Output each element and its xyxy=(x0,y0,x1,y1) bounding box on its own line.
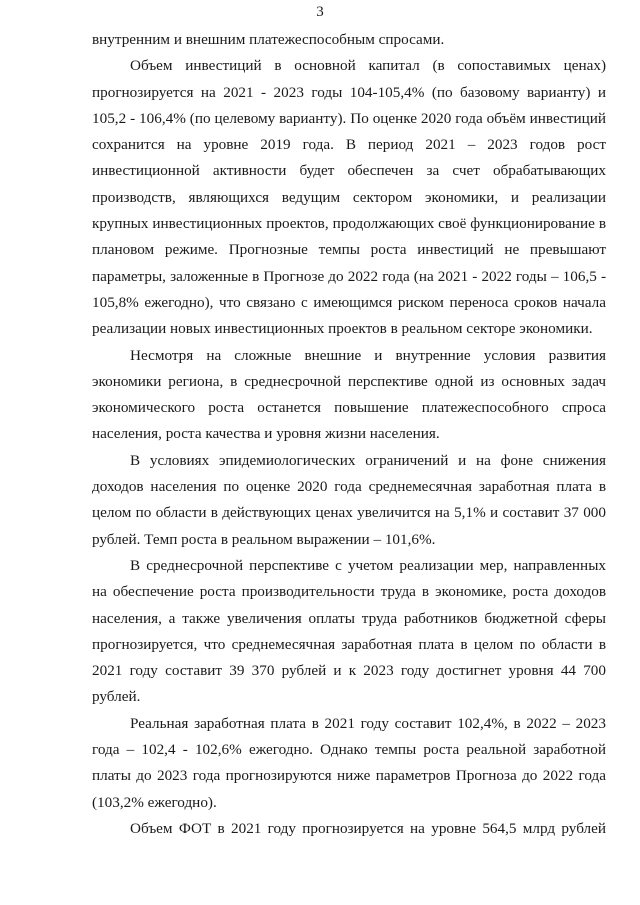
paragraph-real-wages: Реальная заработная плата в 2021 году составит 102,4%, в 2022 – 2023 года – 102,4 - 102,6% ежегодно. Однако темпы роста реальной заработной платы до 2023 года прогнозируются ниже параметров Прогноза до 2022 года (103,2% ежегодно). xyxy=(92,714,606,811)
paragraph-continuation: внутренним и внешним платежеспособным спросами. xyxy=(92,31,445,48)
paragraph-investment: Объем инвестиций в основной капитал (в сопоставимых ценах) прогнозируется на 2021 - 2023 годы 104-105,4% (по базовому варианту) и 105,2 - 106,4% (по целевому варианту). По оценке 2020 года объём инвестиций сохранится на уровне 2019 года. В период 2021 – 2023 годов рост инвестиционной активности будет обеспечен за счет обрабатывающих производств, являющихся ведущим сектором экономики, и реализации крупных инвестиционных проектов, продолжающих своё функционирование в плановом режиме. Прогнозные темпы роста инвестиций не превышают параметры, заложенные в Прогнозе до 2022 года (на 2021 - 2022 годы – 106,5 - 105,8% ежегодно), что связано с имеющимся риском переноса сроков начала реализации новых инвестиционных проектов в реальном секторе экономики. xyxy=(92,57,606,338)
paragraph-wages-forecast: В среднесрочной перспективе с учетом реализации мер, направленных на обеспечение роста производительности труда в экономике, роста доходов населения, а также увеличения оплаты труда работников бюджетной сферы прогнозируется, что среднемесячная заработная плата в целом по области в 2021 году составит 39 370 рублей и к 2023 году достигнет уровня 44 700 рублей. xyxy=(92,556,606,706)
document-body xyxy=(92,27,606,842)
paragraph-wages-2020: В условиях эпидемиологических ограничений и на фоне снижения доходов населения по оценке 2020 года среднемесячная заработная плата в целом по области в действующих ценах увеличится на 5,1% и составит 37 000 рублей. Темп роста в реальном выражении – 101,6%. xyxy=(92,451,606,548)
paragraph-payroll-fund: Объем ФОТ в 2021 году прогнозируется на уровне 564,5 млрд рублей xyxy=(130,819,606,837)
paragraph-demand: Несмотря на сложные внешние и внутренние условия развития экономики региона, в среднесрочной перспективе одной из основных задач экономического роста останется повышение платежеспособного спроса населения, роста качества и уровня жизни населения. xyxy=(92,346,606,443)
page-number: 3 xyxy=(316,4,324,20)
